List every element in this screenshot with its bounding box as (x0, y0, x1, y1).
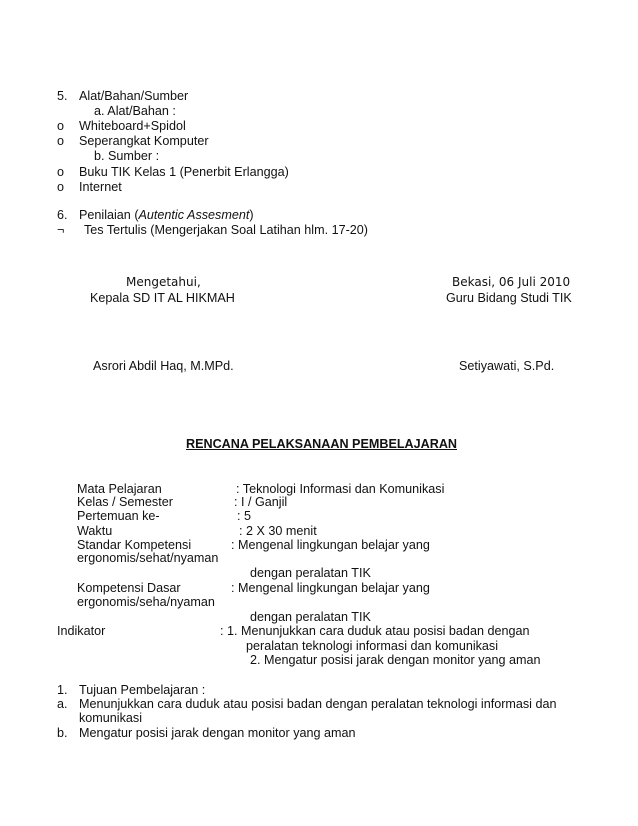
waktu-value: : 2 X 30 menit (239, 524, 317, 538)
not-sign-marker: ¬ (57, 223, 65, 237)
bullet-marker: o (57, 180, 65, 194)
list-item: Internet (79, 180, 122, 194)
signature-right-name: Setiyawati, S.Pd. (459, 359, 555, 373)
tujuan-a-text: Menunjukkan cara duduk atau posisi badan dengan peralatan teknologi informasi dan (79, 697, 557, 711)
tujuan-b-text: Mengatur posisi jarak dengan monitor yang aman (79, 726, 356, 740)
kd-label: Kompetensi Dasar (77, 581, 181, 595)
section5-sub-b: b. Sumber : (94, 149, 160, 163)
list-item: Seperangkat Komputer (79, 134, 209, 148)
signature-right-role: Guru Bidang Studi TIK (446, 291, 572, 305)
bullet-marker: o (57, 134, 65, 148)
section6-number: 6. (57, 208, 68, 222)
mapel-label: Mata Pelajaran (77, 482, 162, 496)
rpp-title: RENCANA PELAKSANAAN PEMBELAJARAN (186, 437, 458, 451)
section6-heading-italic: Autentic Assesment (138, 208, 250, 222)
tujuan-heading: Tujuan Pembelajaran : (79, 683, 206, 697)
section6-heading-prefix: Penilaian ( (79, 208, 139, 222)
signature-left-label: Mengetahui, (126, 275, 201, 289)
list-item: Buku TIK Kelas 1 (Penerbit Erlangga) (79, 165, 289, 179)
list-item: Whiteboard+Spidol (79, 119, 186, 133)
section6-heading-suffix: ) (249, 208, 254, 222)
sk-label: Standar Kompetensi (77, 538, 192, 552)
tujuan-number: 1. (57, 683, 68, 697)
tujuan-b-marker: b. (57, 726, 68, 740)
kelas-value: : I / Ganjil (234, 495, 288, 509)
sk-value: : Mengenal lingkungan belajar yang (231, 538, 430, 552)
kd-value: : Mengenal lingkungan belajar yang (231, 581, 430, 595)
signature-left-name: Asrori Abdil Haq, M.MPd. (93, 359, 234, 373)
pertemuan-value: : 5 (237, 509, 252, 523)
kd-cont: dengan peralatan TIK (250, 610, 371, 624)
mapel-value: : Teknologi Informasi dan Komunikasi (236, 482, 445, 496)
kelas-label: Kelas / Semester (77, 495, 173, 509)
section6-heading (79, 208, 254, 223)
indikator-value-1b: peralatan teknologi informasi dan komunikasi (246, 639, 499, 653)
signature-left-role: Kepala SD IT AL HIKMAH (90, 291, 235, 305)
bullet-marker: o (57, 119, 65, 133)
indikator-label: Indikator (57, 624, 106, 638)
tujuan-a-marker: a. (57, 697, 68, 711)
section5-sub-a: a. Alat/Bahan : (94, 104, 176, 118)
section5-number: 5. (57, 89, 68, 103)
section5-heading: Alat/Bahan/Sumber (79, 89, 189, 103)
bullet-marker: o (57, 165, 65, 179)
kd-wrap: ergonomis/seha/nyaman (77, 595, 215, 609)
pertemuan-label: Pertemuan ke- (77, 509, 160, 523)
indikator-value-2: 2. Mengatur posisi jarak dengan monitor yang aman (250, 653, 541, 667)
waktu-label: Waktu (77, 524, 113, 538)
sk-wrap: ergonomis/sehat/nyaman (77, 551, 219, 565)
sk-cont: dengan peralatan TIK (250, 566, 371, 580)
tujuan-a-wrap: komunikasi (79, 711, 142, 725)
section6-item: Tes Tertulis (Mengerjakan Soal Latihan hlm. 17-20) (84, 223, 368, 237)
indikator-value-1: : 1. Menunjukkan cara duduk atau posisi badan dengan (220, 624, 530, 638)
signature-right-place-date: Bekasi, 06 Juli 2010 (452, 275, 571, 289)
